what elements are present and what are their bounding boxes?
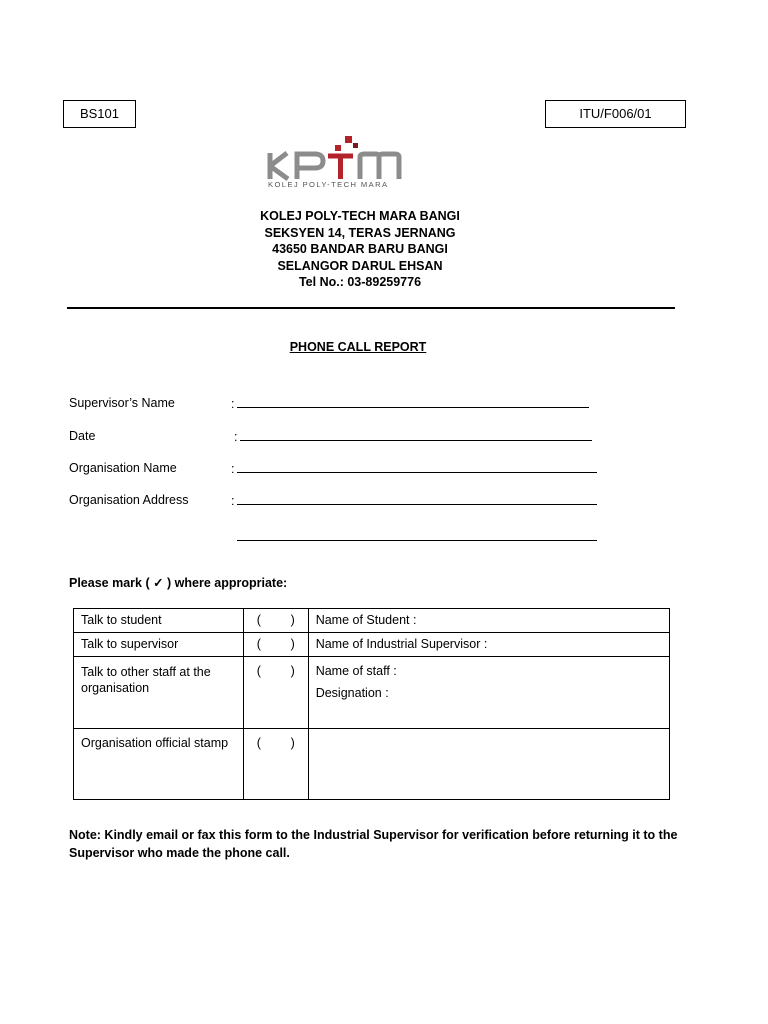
option-label: Talk to student [74, 609, 244, 633]
telephone-line: Tel No.: 03-89259776 [298, 275, 422, 289]
document-reference: ITU/F006/01 [579, 106, 652, 121]
checkbox-official-stamp[interactable] [243, 729, 308, 800]
checkbox-talk-to-supervisor[interactable] [243, 633, 308, 657]
note-text [69, 826, 679, 862]
detail-label: Name of Student : [315, 613, 417, 627]
mark-open: ( [256, 664, 261, 678]
date-blank[interactable] [240, 429, 592, 441]
option-label: Talk to other staff at the organisation [74, 657, 244, 729]
college-address [0, 208, 768, 291]
detail-label: Designation : [315, 686, 389, 700]
supervisor-name-label: Supervisor’s Name [69, 396, 175, 410]
mark-close: ) [290, 664, 295, 678]
industrial-supervisor-name-cell[interactable] [308, 633, 669, 657]
table-row [74, 609, 670, 633]
stamp-area-cell[interactable] [308, 729, 669, 800]
checkbox-talk-to-other-staff[interactable] [243, 657, 308, 729]
organisation-name-label: Organisation Name [69, 461, 177, 475]
option-label: Organisation official stamp [74, 729, 244, 800]
address-line: SELANGOR DARUL EHSAN [277, 258, 443, 273]
detail-label: Name of staff : [315, 664, 397, 678]
contact-options-table [73, 608, 670, 800]
supervisor-name-blank[interactable] [237, 396, 589, 408]
note-body: Kindly email or fax this form to the Industrial Supervisor for verification before returning it to the Supervisor who made the phone call. [69, 828, 678, 860]
form-code: BS101 [79, 106, 120, 121]
detail-label: Name of Industrial Supervisor : [315, 637, 488, 651]
table-row [74, 729, 670, 800]
kptm-logo [265, 133, 415, 193]
organisation-address-blank[interactable] [237, 493, 597, 505]
form-code-box [63, 100, 136, 128]
mark-close: ) [290, 736, 295, 750]
date-label: Date [69, 429, 96, 443]
organisation-address-blank-2[interactable] [237, 529, 597, 541]
supervisor-name-field[interactable] [231, 396, 589, 411]
field-colon: : [234, 430, 238, 444]
mark-close: ) [290, 613, 295, 627]
field-colon: : [231, 494, 235, 508]
header-divider [67, 307, 675, 309]
staff-details-cell[interactable] [308, 657, 669, 729]
page-title: PHONE CALL REPORT [289, 340, 427, 354]
organisation-name-blank[interactable] [237, 461, 597, 473]
document-reference-box [545, 100, 686, 128]
address-line: KOLEJ POLY-TECH MARA BANGI [260, 209, 460, 223]
field-colon: : [231, 397, 235, 411]
mark-open: ( [256, 637, 261, 651]
logo-tagline: KOLEJ POLY-TECH MARA [268, 180, 389, 189]
student-name-cell[interactable] [308, 609, 669, 633]
checkbox-talk-to-student[interactable] [243, 609, 308, 633]
date-field[interactable] [234, 429, 592, 444]
mark-open: ( [256, 613, 261, 627]
organisation-address-field-line-2[interactable] [237, 529, 597, 544]
table-row [74, 633, 670, 657]
note-prefix: Note: [69, 828, 101, 842]
organisation-name-field[interactable] [231, 461, 597, 476]
option-label: Talk to supervisor [74, 633, 244, 657]
instruction-text: Please mark ( ✓ ) where appropriate: [69, 576, 288, 590]
organisation-address-field[interactable] [231, 493, 597, 508]
address-line: 43650 BANDAR BARU BANGI [272, 242, 448, 256]
mark-open: ( [256, 736, 261, 750]
field-colon: : [231, 462, 235, 476]
organisation-address-label: Organisation Address [69, 493, 189, 507]
table-row [74, 657, 670, 729]
mark-close: ) [290, 637, 295, 651]
address-line: SEKSYEN 14, TERAS JERNANG [264, 225, 456, 240]
